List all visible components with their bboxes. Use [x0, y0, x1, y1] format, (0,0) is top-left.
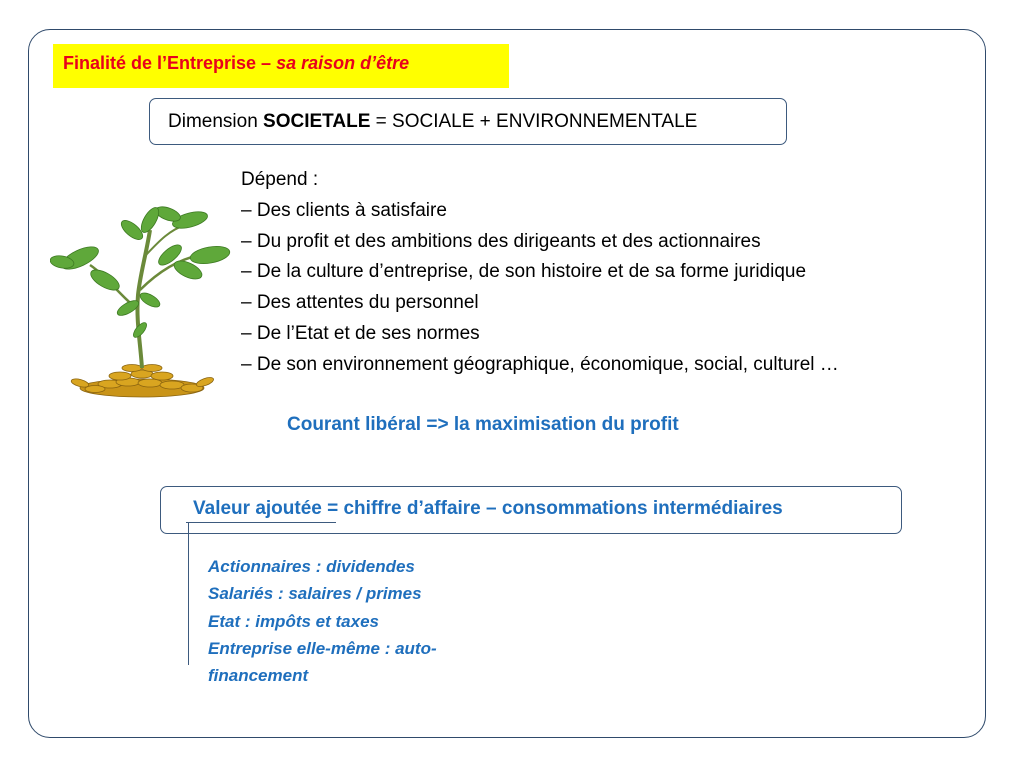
list-item: Salariés : salaires / primes — [208, 584, 422, 604]
valeur-ajoutee-box — [160, 486, 902, 534]
title-main: Finalité de l’Entreprise – — [63, 53, 277, 73]
list-item: – Des clients à satisfaire — [241, 199, 447, 221]
repartition-list — [208, 553, 498, 689]
valeur-ajoutee-text: Valeur ajoutée = chiffre d’affaire – consommations intermédiaires — [193, 498, 783, 519]
dimension-suffix: = SOCIALE + ENVIRONNEMENTALE — [370, 111, 698, 132]
coins-pile — [70, 365, 214, 398]
list-item: – Des attentes du personnel — [241, 292, 479, 314]
courant-liberal-text: Courant libéral => la maximisation du profit — [287, 414, 679, 435]
depend-list — [241, 165, 839, 381]
dimension-box — [149, 98, 787, 145]
list-item: Entreprise elle-même : auto-financement — [208, 638, 437, 686]
connector-line-vertical — [188, 523, 189, 665]
list-item: – De l’Etat et de ses normes — [241, 322, 480, 344]
list-item: Actionnaires : dividendes — [208, 557, 415, 576]
list-item: – Du profit et des ambitions des dirigeants et des actionnaires — [241, 230, 761, 252]
depend-heading: Dépend : — [241, 169, 319, 190]
dimension-bold: SOCIETALE — [263, 111, 371, 132]
list-item: Etat : impôts et taxes — [208, 611, 379, 631]
title-italic: sa raison d’être — [276, 53, 410, 73]
slide-title — [53, 44, 509, 88]
list-item: – De son environnement géographique, économique, social, culturel … — [241, 353, 839, 375]
dimension-prefix: Dimension — [168, 111, 264, 132]
connector-line — [186, 522, 336, 523]
list-item: – De la culture d’entreprise, de son histoire et de sa forme juridique — [241, 261, 807, 283]
plant-with-coins-illustration — [50, 200, 235, 400]
